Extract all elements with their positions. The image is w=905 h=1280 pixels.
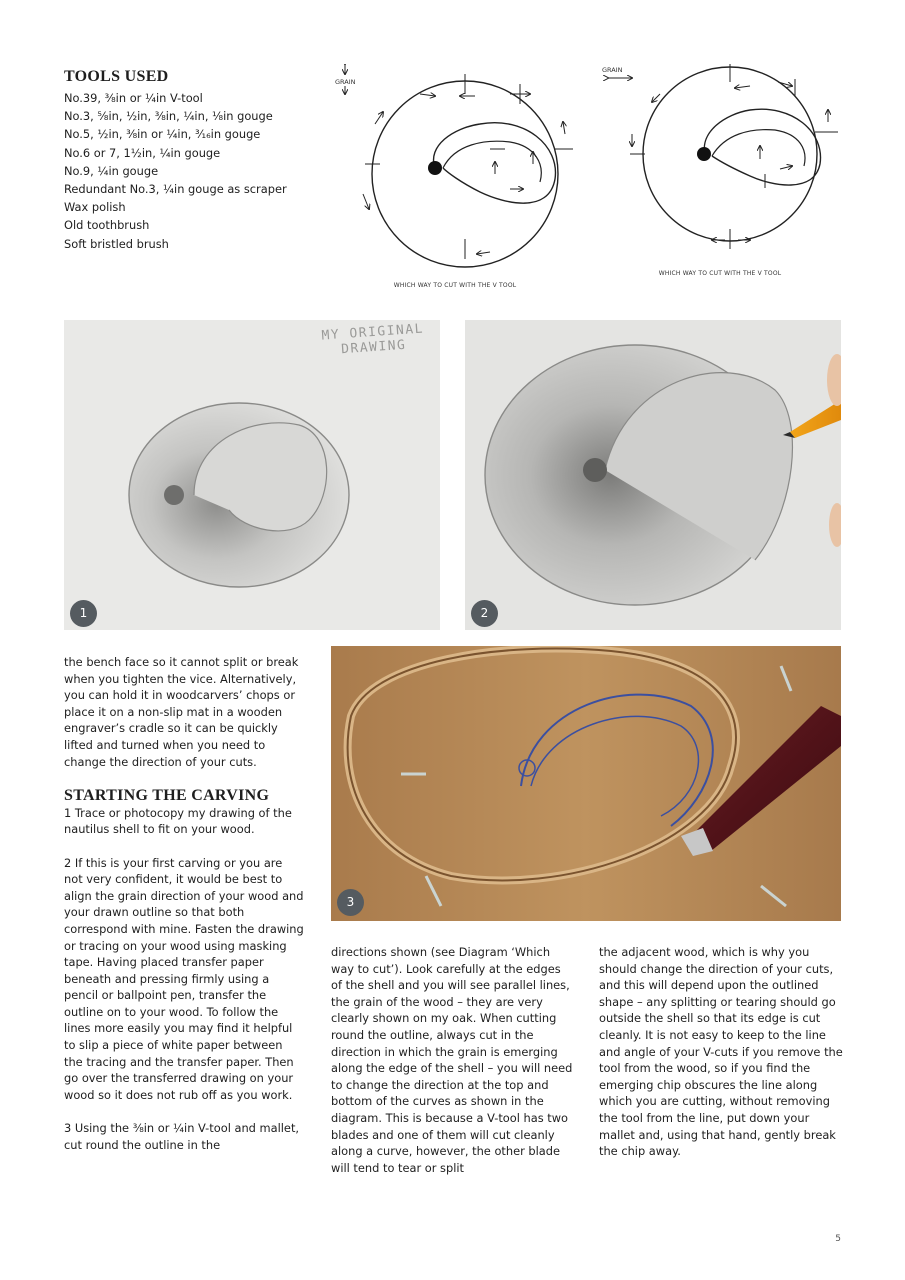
v-tool-carving-photo <box>331 646 841 921</box>
pencil-shell-drawing <box>465 320 841 630</box>
figure-number-badge: 2 <box>471 600 498 627</box>
tools-list <box>64 89 287 253</box>
step-paragraph: 1 Trace or photocopy my drawing of the nautilus shell to fit on your wood. <box>64 805 292 837</box>
shell-eye <box>428 161 442 175</box>
diagram-left <box>335 64 585 294</box>
body-paragraph: the adjacent wood, which is why you should change the direction of your cuts, and this will depend upon the outlined shape – any splitting or tearing should go outside the shell so that its edge is cut cleanly. It is not easy to keep to the line and angle of your V-cuts if you remove the tool from the wood, so if you find the emerging chip obscures the line along which you are cutting, without removing the tool from the line, put down your mallet and, using that hand, gently break the chip away. <box>599 945 843 1159</box>
tool-item: Soft bristled brush <box>64 236 169 251</box>
diagram-caption: WHICH WAY TO CUT WITH THE V TOOL <box>658 270 782 277</box>
shell-eye <box>697 147 711 161</box>
photo-original-drawing <box>64 320 440 630</box>
body-paragraph: directions shown (see Diagram ‘Which way to cut’). Look carefully at the edges of the shell and you will see parallel lines, the grain of the wood – they are very clearly shown on my oak. When cutting round the outline, always cut in the direction in which the grain is emerging along the edge of the shell – you will need to change the direction at the top and bottom of the curves as shown in the diagram. This is because a V-tool has two blades and one of them will cut cleanly along a curve, however, the other blade will tend to tear or split <box>331 945 573 1175</box>
diagram-caption: WHICH WAY TO CUT WITH THE V TOOL <box>393 282 517 289</box>
diagram-right <box>600 64 845 284</box>
tool-item: No.5, ½in, ⅜in or ¼in, ³⁄₁₆in gouge <box>64 127 261 142</box>
shell-cut-diagram-left <box>335 64 585 294</box>
tools-heading: TOOLS USED <box>64 68 169 85</box>
step-paragraph: 3 Using the ⅜in or ¼in V-tool and mallet, cut round the outline in the <box>64 1121 300 1152</box>
tool-item: Redundant No.3, ¼in gouge as scraper <box>64 182 287 197</box>
step-paragraph: 2 If this is your first carving or you are not very confident, it would be best to align the grain direction of your wood and your drawn outline so that both correspond with mine. Fasten the drawing or tracing on your wood using masking tape. Having placed transfer paper beneath and pressing firmly using a pencil or ballpoint pen, transfer the outline on to your wood. To follow the lines more easily you may find it helpful to slip a piece of white paper between the tracing and the transfer paper. Then go over the transferred drawing on your wood so it does not rub off as you work. <box>64 855 304 1102</box>
body-paragraph: the bench face so it cannot split or break when you tighten the vice. Alternatively, you can hold it in woodcarvers’ chops or place it on a non-slip mat in a wooden engraver’s cradle so it can be quickly lifted and turned when you need to change the direction of your cuts. <box>64 655 299 769</box>
grain-label: GRAIN <box>335 78 356 86</box>
figure-number-badge: 1 <box>70 600 97 627</box>
photo-pencil-drawing <box>465 320 841 630</box>
tool-item: Old toothbrush <box>64 218 150 233</box>
tool-item: No.39, ⅜in or ¼in V-tool <box>64 91 203 105</box>
handwriting-line: MY ORIGINAL <box>321 321 425 344</box>
page-number: 5 <box>835 1234 841 1244</box>
pencil-shell-drawing <box>64 320 440 630</box>
tool-item: No.9, ¼in gouge <box>64 163 159 178</box>
tool-item: Wax polish <box>64 200 126 215</box>
handwriting-line: DRAWING <box>340 337 407 358</box>
text-column-1 <box>64 654 304 1153</box>
section-heading: STARTING THE CARVING <box>64 786 270 804</box>
grain-label: GRAIN <box>602 66 623 74</box>
tool-item: No.6 or 7, 1½in, ¼in gouge <box>64 145 221 160</box>
figure-number-badge: 3 <box>337 889 364 916</box>
tool-item: No.3, ⅝in, ½in, ⅜in, ¼in, ⅛in gouge <box>64 109 273 124</box>
photo-carving-outline <box>331 646 841 921</box>
text-column-3 <box>599 944 843 1160</box>
shell-cut-diagram-right <box>600 64 845 274</box>
shell-outer-outline <box>643 67 817 241</box>
text-column-2 <box>331 944 575 1176</box>
